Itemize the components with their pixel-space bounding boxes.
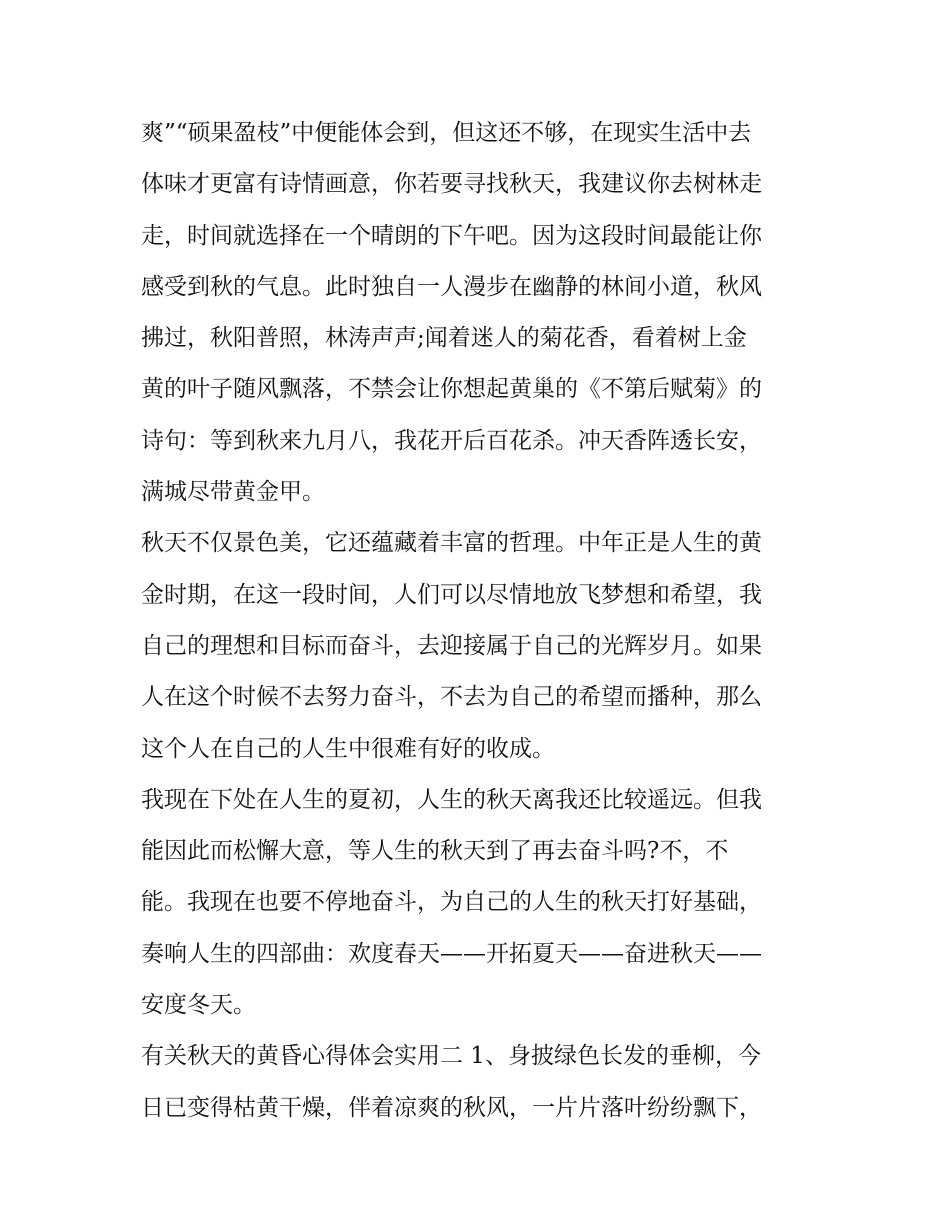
text-line: 体味才更富有诗情画意，你若要寻找秋天，我建议你去树林走 [141,171,762,198]
text-line: 爽”“硕果盈枝”中便能体会到，但这还不够，在现实生活中去 [141,120,752,146]
text-line: 自己的理想和目标而奋斗，去迎接属于自己的光辉岁月。如果 [141,632,762,659]
text-line: 金时期，在这一段时间，人们可以尽情地放飞梦想和希望，我 [141,581,762,608]
text-line: 拂过，秋阳普照，林涛声声;闻着迷人的菊花香，看着树上金 [141,325,747,352]
text-line: 走，时间就选择在一个晴朗的下午吧。因为这段时间最能让你 [141,222,762,249]
text-line: 奏响人生的四部曲：欢度春天——开拓夏天——奋进秋天—— [141,940,762,967]
text-line: 能。我现在也要不停地奋斗，为自己的人生的秋天打好基础， [141,889,762,916]
text-line: 人在这个时候不去努力奋斗，不去为自己的希望而播种，那么 [141,684,762,711]
text-line: 能因此而松懈大意，等人生的秋天到了再去奋斗吗?不，不 [141,838,729,865]
text-line: 我现在下处在人生的夏初，人生的秋天离我还比较遥远。但我 [141,786,762,813]
text-line: 日已变得枯黄干燥，伴着凉爽的秋风，一片片落叶纷纷飘下， [141,1094,762,1121]
text-line: 满城尽带黄金甲。 [141,479,325,506]
text-line: 秋天不仅景色美，它还蕴藏着丰富的哲理。中年正是人生的黄 [141,530,762,557]
text-line: 诗句：等到秋来九月八，我花开后百花杀。冲天香阵透长安， [141,427,762,454]
text-line: 黄的叶子随风飘落，不禁会让你想起黄巢的《不第后赋菊》的 [141,376,762,403]
text-line: 有关秋天的黄昏心得体会实用二 1、身披绿色长发的垂柳，今 [141,1043,761,1070]
body-text [141,108,813,1134]
text-line: 感受到秋的气息。此时独自一人漫步在幽静的林间小道，秋风 [141,273,762,300]
text-line: 安度冬天。 [141,992,256,1019]
text-line: 这个人在自己的人生中很难有好的收成。 [141,735,555,762]
